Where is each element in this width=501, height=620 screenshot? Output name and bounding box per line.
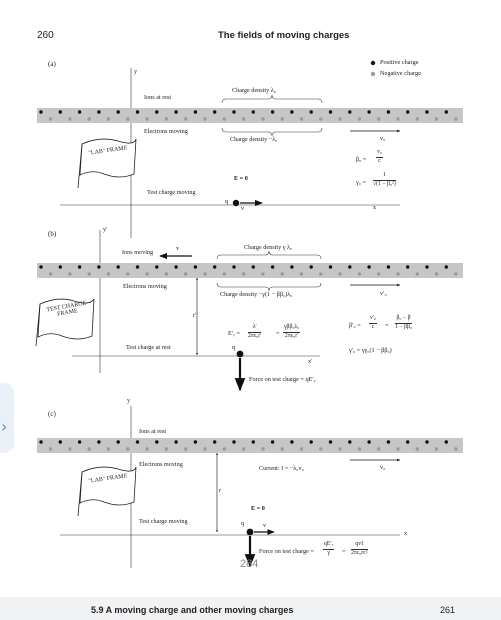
panel-c-force-fraction-2 (351, 542, 368, 557)
panel-c-field: E = 0 (251, 505, 265, 512)
charge-dot (377, 117, 380, 120)
charge-dot (194, 440, 197, 443)
panel-b-e-lhs: E′ᵧ = (228, 330, 240, 337)
charge-dot (203, 117, 206, 120)
panel-c-flag-text: "LAB" FRAME (88, 473, 128, 485)
panel-c-q: q (241, 520, 245, 527)
charge-dot (329, 265, 332, 268)
panel-b-beta-frac-den: 1 − ββ₀ (395, 323, 412, 330)
charge-dot (454, 447, 457, 450)
charge-dot (348, 110, 351, 113)
charge-dot (242, 117, 245, 120)
charge-dot (126, 117, 129, 120)
panel-c-v: v (263, 522, 267, 529)
charge-dot (88, 272, 91, 275)
charge-dot (194, 265, 197, 268)
charge-dot (194, 110, 197, 113)
panel-a-beta-num: v₀ (376, 150, 383, 158)
charge-dot (290, 440, 293, 443)
charge-dot (107, 447, 110, 450)
charge-dot (271, 110, 274, 113)
charge-dot (59, 265, 62, 268)
panel-b-v0: v′₀ (380, 290, 387, 297)
panel-b-ions-label: Ions moving (122, 249, 154, 256)
charge-dot (445, 265, 448, 268)
charge-dot (174, 265, 177, 268)
charge-dot (155, 110, 158, 113)
charge-dot (223, 272, 226, 275)
panel-c-force-frac2-den: 2πε₀rc² (351, 549, 368, 556)
charge-dot (358, 447, 361, 450)
panel-b-beta-num: v′₀ (369, 316, 377, 324)
charge-dot (329, 110, 332, 113)
panel-b-q: q (232, 344, 236, 351)
charge-dot (78, 110, 81, 113)
charge-dot (117, 440, 120, 443)
panel-a-beta-den: c (378, 157, 381, 164)
charge-dot (387, 440, 390, 443)
charge-dot (454, 272, 457, 275)
panel-b-test-charge: Test charge at rest (126, 344, 171, 351)
panel-b-tag: (b) (48, 230, 57, 238)
brace-a-top (222, 95, 322, 103)
panel-b-x-axis: x′ (308, 358, 313, 365)
charge-dot (68, 447, 71, 450)
panel-a-x-axis: x (373, 204, 377, 211)
brace-a-bottom (222, 128, 322, 136)
charge-dot (97, 265, 100, 268)
panel-b-e-frac1-num: λ′ (248, 325, 261, 333)
charge-dot (174, 440, 177, 443)
charge-dot (377, 447, 380, 450)
charge-dot (203, 272, 206, 275)
chevron-right-icon[interactable]: › (1, 417, 8, 436)
panel-c-y-axis: y (127, 397, 131, 404)
panel-b-flag-text: TEST CHARGE FRAME (46, 300, 87, 319)
panel-a-y-axis: y (134, 68, 138, 75)
charge-dot (136, 265, 139, 268)
charge-dot (435, 117, 438, 120)
charge-dot (117, 265, 120, 268)
brace-b-bottom (217, 283, 321, 291)
panel-a-gamma-den: √(1 − β₀²) (373, 180, 396, 187)
legend-positive-label: Positive charge (380, 59, 419, 66)
panel-c-tag: (c) (48, 410, 56, 418)
charge-dot (348, 265, 351, 268)
charge-dot (78, 440, 81, 443)
charge-dot (271, 440, 274, 443)
charge-dot (136, 110, 139, 113)
panel-a-gamma-lhs: γ₀ = (356, 179, 366, 186)
page-number: 260 (37, 30, 54, 41)
charge-dot (367, 265, 370, 268)
page-header (0, 0, 501, 48)
charge-dot (59, 110, 62, 113)
charge-dot (252, 265, 255, 268)
panel-a-ions-label: Ions at rest (144, 94, 172, 101)
panel-c-force-frac1-num: qE′ᵧ (323, 542, 334, 550)
charge-dot (338, 447, 341, 450)
panel-c-v0: v₀ (380, 464, 386, 471)
panel-c-force-frac2-num: qvI (351, 542, 368, 550)
panel-b-v: v (176, 245, 180, 252)
charge-dot (348, 440, 351, 443)
charge-dot (49, 447, 52, 450)
charge-dot (155, 440, 158, 443)
charge-dot (126, 447, 129, 450)
panel-a-charge-density-neg: Charge density −λ₀ (230, 136, 278, 143)
panel-a-tag: (a) (48, 60, 56, 68)
charge-dot (232, 440, 235, 443)
printed-page-number: 284 (240, 558, 259, 570)
panel-b-e-frac2-num: γββ₀λ₀ (283, 325, 300, 333)
charge-dot (165, 117, 168, 120)
charge-dot (78, 265, 81, 268)
charge-dot (271, 265, 274, 268)
running-title: The fields of moving charges (218, 30, 350, 41)
charge-dot (213, 265, 216, 268)
test-charge-c (247, 529, 254, 536)
charge-dot (387, 265, 390, 268)
charge-dot (281, 117, 284, 120)
panel-b-beta-den: c (371, 323, 375, 330)
charge-dot (396, 272, 399, 275)
charge-dot (117, 110, 120, 113)
charge-dot (203, 447, 206, 450)
charge-dot (406, 110, 409, 113)
panel-c (37, 406, 463, 568)
test-charge-a (233, 200, 239, 206)
panel-b (36, 230, 463, 390)
charge-dot (145, 117, 148, 120)
charge-dot (97, 440, 100, 443)
panel-a-q: q (225, 198, 229, 205)
charge-dot (49, 272, 52, 275)
charge-dot (310, 265, 313, 268)
charge-dot (223, 117, 226, 120)
charge-dot (165, 447, 168, 450)
charge-dot (88, 447, 91, 450)
charge-dot (261, 447, 264, 450)
charge-dot (184, 447, 187, 450)
panel-c-ions-label: Ions at rest (139, 428, 167, 435)
charge-dot (145, 272, 148, 275)
legend-positive-dot (371, 61, 375, 65)
wire-band-a (37, 108, 463, 123)
panel-b-beta-lhs: β′₀ = (349, 322, 361, 329)
charge-dot (242, 447, 245, 450)
charge-dot (319, 272, 322, 275)
panel-b-beta-eq: = (385, 322, 389, 329)
charge-dot (290, 110, 293, 113)
panel-c-x-axis: x (404, 530, 408, 537)
charge-dot (416, 117, 419, 120)
panel-a-field: E = 0 (234, 175, 248, 182)
charge-dot (425, 265, 428, 268)
panel-c-current: Current: I = −λ₀v₀ (259, 465, 304, 472)
charge-dot (97, 110, 100, 113)
charge-dot (367, 440, 370, 443)
panel-a-beta-fraction (376, 150, 383, 165)
charge-dot (425, 440, 428, 443)
panel-a-gamma-fraction (373, 173, 396, 188)
charge-dot (145, 447, 148, 450)
charge-dot (367, 110, 370, 113)
panel-b-e-fraction-1 (248, 325, 261, 340)
charge-dot (68, 272, 71, 275)
charge-dot (358, 272, 361, 275)
panel-a-gamma-num: 1 (373, 173, 396, 181)
charge-dot (261, 117, 264, 120)
charge-dot (165, 272, 168, 275)
panel-b-beta-fraction (369, 316, 377, 331)
panel-b-e-frac1-den: 2πε₀r′ (248, 332, 262, 339)
charge-dot (155, 265, 158, 268)
charge-dot (329, 440, 332, 443)
charge-dot (213, 110, 216, 113)
charge-dot (319, 117, 322, 120)
panel-b-y-axis: y′ (103, 226, 108, 233)
charge-dot (416, 447, 419, 450)
charge-dot (39, 440, 42, 443)
legend-negative-dot (371, 72, 375, 76)
charge-dot (319, 447, 322, 450)
panel-b-beta-frac-num: β₀ − β (395, 316, 412, 324)
panel-a-charge-density: Charge density λ₀ (232, 87, 276, 94)
charge-dot (136, 440, 139, 443)
charge-dot (396, 447, 399, 450)
panel-c-test-charge: Test charge moving (139, 518, 188, 525)
panel-b-e-fraction-2 (283, 325, 300, 340)
charge-dot (59, 440, 62, 443)
panel-b-beta-fraction-2 (395, 316, 412, 331)
charge-dot (107, 272, 110, 275)
charge-dot (416, 272, 419, 275)
panel-c-force-fraction-1 (323, 542, 334, 557)
charge-dot (232, 265, 235, 268)
charge-dot (310, 440, 313, 443)
charge-dot (261, 272, 264, 275)
panel-a-v: v (241, 205, 245, 212)
panel-c-force-frac1-den: γ (327, 549, 330, 556)
panel-b-e-eq: = (276, 330, 280, 337)
charge-dot (435, 447, 438, 450)
charge-dot (107, 117, 110, 120)
charge-dot (445, 440, 448, 443)
charge-dot (300, 272, 303, 275)
panel-b-force: Force on test charge = qE′ᵧ (249, 376, 316, 383)
charge-dot (223, 447, 226, 450)
charge-dot (174, 110, 177, 113)
charge-dot (184, 272, 187, 275)
panel-b-gamma-expr: γ′₀ = γγ₀(1 − ββ₀) (349, 347, 392, 354)
panel-a-electrons-label: Electrons moving (144, 128, 188, 135)
figure (0, 48, 501, 593)
charge-dot (39, 265, 42, 268)
panel-a-beta-lhs: β₀ = (356, 156, 367, 163)
charge-dot (39, 110, 42, 113)
charge-dot (338, 272, 341, 275)
panel-c-r: r (219, 487, 222, 494)
charge-dot (242, 272, 245, 275)
panel-b-electrons-label: Electrons moving (123, 283, 167, 290)
panel-b-e-frac2-den: 2πε₀r′ (284, 332, 299, 339)
charge-dot (406, 265, 409, 268)
panel-c-force-eq: = (342, 548, 346, 555)
charge-dot (213, 440, 216, 443)
charge-dot (377, 272, 380, 275)
wire-band-c (37, 438, 463, 453)
panel-c-force-lhs: Force on test charge = (259, 548, 314, 555)
charge-dot (406, 440, 409, 443)
charge-dot (184, 117, 187, 120)
footer-page-number: 261 (440, 605, 456, 615)
panel-b-charge-density-neg: Charge density −γ(1 − ββ₀)λ₀ (220, 291, 293, 298)
charge-dot (281, 272, 284, 275)
charge-dot (126, 272, 129, 275)
charge-dot (445, 110, 448, 113)
charge-dot (358, 117, 361, 120)
test-charge-b (237, 351, 244, 358)
charge-dot (435, 272, 438, 275)
panel-a-flag-text: "LAB" FRAME (88, 145, 128, 157)
panel-b-charge-density: Charge density γ λ₀ (244, 244, 293, 251)
charge-dot (49, 117, 52, 120)
charge-dot (425, 110, 428, 113)
panel-c-electrons-label: Electrons moving (139, 461, 183, 468)
panel-b-r-prime: r′ (193, 312, 197, 319)
charge-dot (387, 110, 390, 113)
charge-dot (232, 110, 235, 113)
charge-dot (338, 117, 341, 120)
wire-band-b (37, 263, 463, 278)
charge-dot (281, 447, 284, 450)
panel-a-test-charge: Test charge moving (147, 189, 196, 196)
charge-dot (290, 265, 293, 268)
legend-negative-label: Negative charge (380, 70, 421, 77)
charge-dot (310, 110, 313, 113)
charge-dot (454, 117, 457, 120)
section-title: 5.9 A moving charge and other moving charges (91, 605, 294, 615)
charge-dot (88, 117, 91, 120)
charge-dot (68, 117, 71, 120)
charge-dot (300, 117, 303, 120)
charge-dot (300, 447, 303, 450)
charge-dot (252, 110, 255, 113)
panel-a-v0: v₀ (380, 135, 386, 142)
charge-dot (396, 117, 399, 120)
charge-dot (252, 440, 255, 443)
brace-b-top (217, 251, 321, 259)
